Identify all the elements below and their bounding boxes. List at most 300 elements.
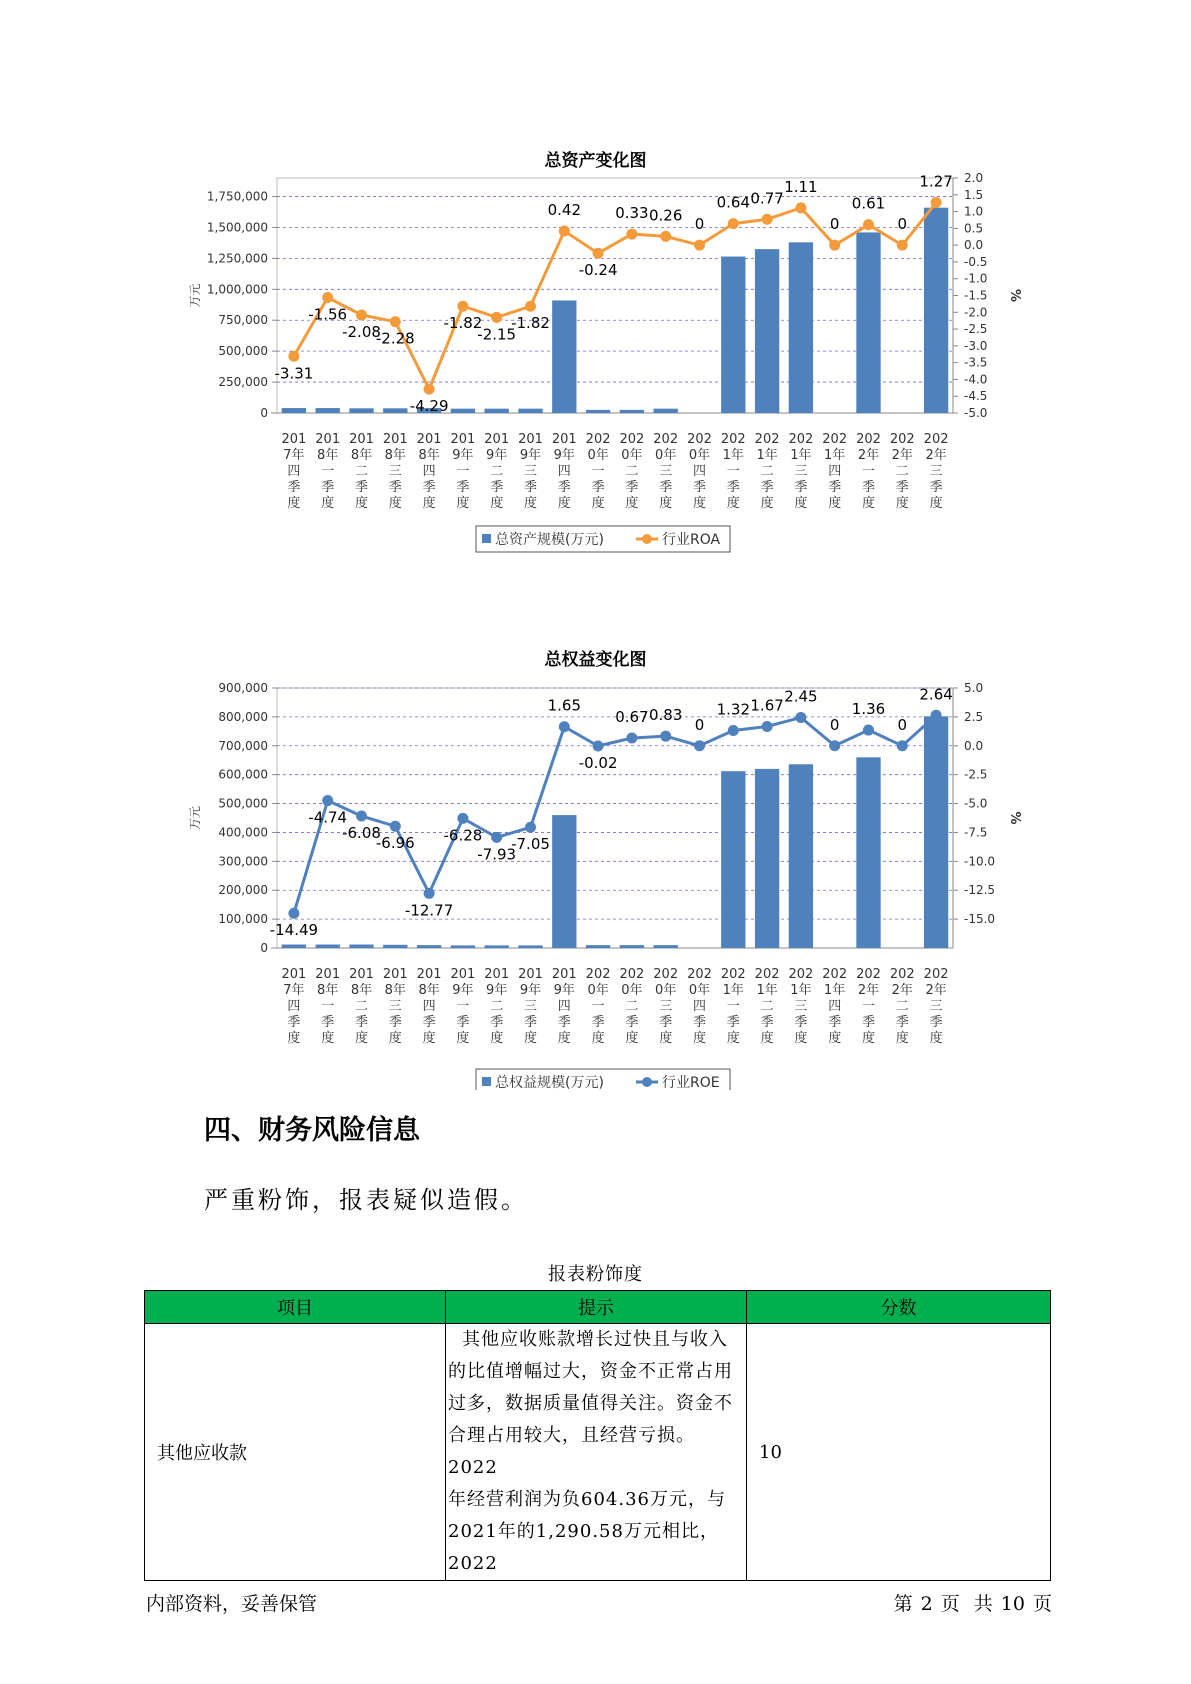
x-tick-label-line: 三: [794, 999, 808, 1014]
x-tick-label-line: 二: [625, 999, 639, 1014]
x-tick-label-line: 三: [659, 999, 673, 1014]
x-tick-label-line: 度: [523, 1031, 538, 1046]
x-tick-label-line: 季: [726, 480, 740, 495]
x-tick-label-line: 度: [321, 496, 335, 511]
x-tick-label-line: 季: [422, 1015, 436, 1030]
legend-bar-label: 总资产规模(万元): [495, 532, 604, 548]
x-tick-label-line: 季: [591, 1015, 605, 1030]
x-tick-label: [721, 967, 746, 1046]
data-label: 0.67: [615, 708, 649, 727]
x-tick-label-line: 度: [456, 496, 470, 511]
x-tick-label-line: 一: [726, 464, 740, 479]
x-tick-label: [822, 967, 847, 1046]
x-tick-label-line: 202: [754, 967, 780, 982]
table-caption: 报表粉饰度: [548, 1264, 643, 1285]
line-point: [829, 240, 840, 251]
x-tick-label-line: 一: [456, 999, 470, 1014]
x-tick-label-line: 8年: [384, 448, 406, 463]
bar: [383, 945, 407, 948]
x-tick-label-line: 季: [828, 480, 842, 495]
x-tick-label: [856, 432, 881, 511]
x-tick-label-line: 202: [585, 967, 611, 982]
x-tick-label-line: 201: [281, 432, 307, 447]
x-tick-label: [586, 432, 611, 511]
data-label: 0: [694, 715, 705, 734]
bar: [755, 769, 779, 948]
x-tick-label-line: 201: [382, 432, 408, 447]
x-tick-label-line: 三: [659, 464, 673, 479]
data-label: 0.42: [547, 201, 582, 220]
x-tick-label-line: 一: [861, 464, 876, 479]
line-point: [593, 741, 604, 752]
x-tick-label-line: 202: [889, 432, 915, 447]
y2-tick-label: -2.5: [964, 767, 988, 782]
x-tick-label-line: 201: [450, 432, 476, 447]
y2-tick-label: -0.5: [964, 254, 988, 269]
x-tick-label-line: 季: [794, 1015, 808, 1030]
x-tick-label-line: 9年: [519, 448, 542, 463]
bar: [518, 945, 542, 948]
y2-tick-label: 1.0: [964, 204, 984, 219]
y-tick-label: 300,000: [218, 854, 268, 869]
data-label: 0.64: [716, 193, 751, 212]
total-assets-chart: [0, 170, 1191, 590]
x-tick-label-line: 季: [794, 480, 808, 495]
x-tick-label-line: 季: [388, 480, 402, 495]
x-tick-label-line: 二: [625, 464, 639, 479]
total-num: 10: [1000, 1593, 1025, 1615]
bar: [924, 716, 948, 948]
bar: [755, 249, 779, 413]
data-label: -14.49: [269, 921, 319, 940]
x-tick-label-line: 度: [861, 496, 876, 511]
cell-item: 其他应收款: [145, 1324, 446, 1581]
line-point: [593, 248, 604, 259]
x-tick-label-line: 201: [484, 432, 510, 447]
bar: [316, 408, 340, 413]
x-tick-label-line: 季: [828, 1015, 842, 1030]
x-tick-label-line: 8年: [418, 983, 440, 998]
x-tick-label-line: 8年: [350, 983, 373, 998]
line-point: [931, 197, 942, 208]
data-label: -6.96: [375, 834, 415, 853]
line-point: [288, 908, 299, 919]
x-tick-label-line: 三: [388, 999, 402, 1014]
x-tick-label-line: 一: [591, 464, 605, 479]
legend-line-label: 行业ROE: [662, 1075, 720, 1090]
total-suffix: 页: [1032, 1593, 1052, 1615]
line-point: [356, 309, 367, 320]
data-label: -1.82: [443, 314, 483, 333]
data-label: 0: [694, 215, 705, 234]
x-tick-label-line: 度: [828, 496, 842, 511]
line-point: [626, 229, 637, 240]
bar: [654, 409, 678, 413]
x-tick-label-line: 2年: [891, 448, 913, 463]
line-point: [559, 721, 570, 732]
y2-tick-label: 1.5: [964, 187, 984, 202]
x-tick-label-line: 2年: [857, 448, 880, 463]
legend-bar-label: 总权益规模(万元): [495, 1075, 604, 1090]
y2-tick-label: 2.5: [964, 709, 984, 724]
x-tick-label-line: 度: [760, 496, 774, 511]
x-tick-label-line: 季: [659, 1015, 673, 1030]
legend-line-marker: [642, 1077, 652, 1087]
x-tick-label-line: 季: [354, 1015, 369, 1030]
data-label: 1.65: [547, 696, 582, 715]
bar: [856, 232, 880, 413]
bar: [349, 945, 373, 948]
y-tick-label: 500,000: [218, 796, 268, 811]
line-point: [356, 811, 367, 822]
x-tick-label: [417, 432, 442, 511]
x-tick-label-line: 202: [619, 967, 645, 982]
line-point: [559, 226, 570, 237]
x-tick-label-line: 季: [692, 480, 707, 495]
y2-tick-label: -3.5: [964, 355, 988, 370]
x-tick-label-line: 度: [354, 496, 369, 511]
line-point: [694, 740, 705, 751]
x-tick-label: [721, 432, 746, 511]
x-tick-label-line: 季: [557, 1015, 571, 1030]
y2-tick-label: -10.0: [964, 854, 996, 869]
x-tick-label: [586, 967, 611, 1046]
x-tick-label: [924, 967, 949, 1046]
legend-line-marker: [642, 534, 652, 544]
x-tick-label: [349, 432, 374, 511]
x-tick-label-line: 201: [551, 967, 577, 982]
x-tick-label-line: 季: [895, 1015, 909, 1030]
y2-tick-label: -15.0: [964, 912, 996, 927]
x-tick-label-line: 四: [692, 999, 707, 1014]
x-tick-label: [755, 432, 780, 511]
x-tick-label-line: 8年: [317, 448, 339, 463]
y2-tick-label: -1.5: [964, 288, 988, 303]
y-tick-label: 0: [260, 941, 268, 955]
section-paragraph: 严重粉饰，报表疑似造假。: [204, 1186, 528, 1214]
total-equity-chart: [0, 670, 1191, 1090]
x-tick-label-line: 1年: [756, 983, 778, 998]
page-mid: 页: [940, 1593, 960, 1615]
bar: [485, 409, 509, 413]
x-tick-label-line: 度: [929, 496, 943, 511]
x-tick-label-line: 二: [354, 999, 369, 1014]
line-point: [491, 312, 502, 323]
line-point: [897, 240, 908, 251]
x-tick-label-line: 2年: [891, 983, 913, 998]
data-label: -2.15: [477, 325, 517, 344]
legend-line-label: 行业ROA: [662, 532, 721, 548]
header-score: 分数: [747, 1291, 1051, 1324]
total-prefix: 共: [973, 1593, 993, 1615]
x-tick-label: [281, 967, 306, 1046]
x-tick-label-line: 季: [659, 480, 673, 495]
x-tick-label-line: 201: [518, 432, 543, 447]
x-tick-label-line: 度: [726, 496, 740, 511]
table-row: [145, 1324, 1051, 1581]
x-tick-label-line: 四: [828, 464, 842, 479]
tip-line: 的比值增幅过大，资金不正常占用: [448, 1361, 733, 1382]
data-label: -3.31: [274, 364, 314, 383]
x-tick-label-line: 度: [726, 1031, 740, 1046]
x-tick-label-line: 度: [354, 1031, 369, 1046]
x-tick-label-line: 季: [523, 1015, 538, 1030]
footer-confidential: 内部资料，妥善保管: [146, 1593, 318, 1615]
tip-line: 合理占用较大，且经营亏损。2022: [448, 1425, 695, 1478]
x-tick-label-line: 季: [287, 1015, 301, 1030]
y-tick-label: 600,000: [218, 767, 268, 782]
header-item: 项目: [145, 1291, 446, 1324]
cell-score: 10: [747, 1324, 1051, 1581]
line-point: [525, 301, 536, 312]
x-tick-label-line: 度: [388, 1031, 402, 1046]
x-tick-label-line: 季: [760, 1015, 774, 1030]
y-axis-title: 万元: [188, 805, 202, 831]
x-tick-label-line: 201: [518, 967, 543, 982]
x-tick-label: [518, 967, 543, 1046]
x-tick-label-line: 0年: [621, 448, 643, 463]
x-tick-label-line: 9年: [519, 983, 542, 998]
line-point: [457, 301, 468, 312]
line-point: [829, 740, 840, 751]
x-tick-label-line: 201: [349, 432, 374, 447]
series-line: [294, 203, 936, 390]
bar: [282, 408, 306, 413]
y2-tick-label: -12.5: [964, 883, 996, 898]
y2-tick-label: -3.0: [964, 338, 988, 353]
tip-line: 其他应收账款增长过快且与收入: [462, 1329, 728, 1350]
line-point: [457, 813, 468, 824]
tip-line: 2021年的1,290.58万元相比，2022: [448, 1521, 719, 1574]
x-tick-label: [687, 967, 712, 1046]
x-tick-label: [349, 967, 374, 1046]
data-label: 0: [829, 215, 840, 234]
y2-tick-label: -1.0: [964, 271, 988, 286]
x-tick-label-line: 度: [760, 1031, 774, 1046]
x-tick-label-line: 度: [828, 1031, 842, 1046]
data-label: 0.77: [750, 189, 784, 208]
header-tip: 提示: [446, 1291, 747, 1324]
data-label: 2.45: [784, 687, 818, 706]
bar: [654, 945, 678, 948]
plot-area: [277, 688, 953, 948]
line-point: [762, 214, 773, 225]
line-point: [728, 218, 739, 229]
footer-page-number: [886, 1589, 1052, 1616]
x-tick-label-line: 201: [349, 967, 374, 982]
x-tick-label-line: 1年: [824, 983, 846, 998]
line-point: [525, 822, 536, 833]
x-tick-label-line: 四: [557, 999, 571, 1014]
y2-tick-label: -7.5: [964, 825, 988, 840]
x-tick-label: [856, 967, 881, 1046]
x-tick-label-line: 三: [794, 464, 808, 479]
x-tick-label-line: 度: [287, 496, 301, 511]
x-tick-label-line: 9年: [486, 983, 508, 998]
data-label: 0: [897, 215, 908, 234]
x-tick-label-line: 季: [490, 1015, 504, 1030]
bar: [282, 945, 306, 948]
x-tick-label-line: 三: [929, 464, 943, 479]
page-prefix: 第: [893, 1593, 913, 1615]
x-tick-label-line: 1年: [756, 448, 778, 463]
line-point: [660, 731, 671, 742]
x-tick-label: [788, 967, 813, 1046]
x-tick-label: [619, 432, 644, 511]
x-tick-label-line: 0年: [655, 448, 677, 463]
x-tick-label-line: 度: [490, 496, 504, 511]
x-tick-label-line: 8年: [317, 983, 339, 998]
data-label: 1.36: [851, 700, 886, 719]
x-tick-label: [822, 432, 847, 511]
x-tick-label-line: 二: [760, 999, 774, 1014]
x-tick-label-line: 度: [895, 496, 909, 511]
x-tick-label-line: 三: [929, 999, 943, 1014]
x-tick-label-line: 二: [895, 999, 909, 1014]
data-label: 1.67: [750, 696, 784, 715]
x-tick-label-line: 度: [523, 496, 538, 511]
x-tick-label-line: 1年: [790, 448, 812, 463]
legend-bar-swatch: [482, 534, 491, 543]
x-tick-label: [890, 432, 915, 511]
line-point: [728, 725, 739, 736]
x-tick-label: [383, 967, 408, 1046]
x-tick-label-line: 1年: [790, 983, 812, 998]
line-point: [863, 219, 874, 230]
x-tick-label-line: 0年: [587, 448, 609, 463]
x-tick-label-line: 度: [794, 1031, 808, 1046]
x-tick-label-line: 度: [861, 1031, 876, 1046]
x-tick-label-line: 度: [929, 1031, 943, 1046]
section-heading: 四、财务风险信息: [204, 1115, 420, 1146]
data-label: -4.74: [308, 808, 348, 827]
data-label: -1.82: [511, 314, 550, 333]
x-tick-label-line: 201: [281, 967, 307, 982]
bar: [789, 764, 813, 948]
data-label: -6.28: [443, 826, 483, 845]
x-tick-label-line: 9年: [452, 448, 474, 463]
x-tick-label-line: 度: [692, 496, 707, 511]
x-tick-label-line: 度: [625, 1031, 639, 1046]
x-tick-label-line: 季: [726, 1015, 740, 1030]
x-tick-label-line: 四: [422, 464, 436, 479]
bar: [451, 409, 475, 413]
y-axis-title: 万元: [188, 283, 202, 308]
x-tick-label-line: 202: [585, 432, 611, 447]
line-point: [762, 721, 773, 732]
table-header-row: [145, 1291, 1051, 1324]
y2-tick-label: -4.0: [964, 372, 988, 387]
line-point: [390, 821, 401, 832]
y-tick-label: 250,000: [218, 375, 268, 390]
y-tick-label: 1,750,000: [206, 189, 268, 204]
x-tick-label-line: 8年: [350, 448, 373, 463]
bar: [316, 945, 340, 948]
y2-tick-label: 0.5: [964, 221, 984, 236]
x-tick-label: [450, 432, 475, 511]
x-tick-label-line: 度: [456, 1031, 470, 1046]
data-label: 0.26: [648, 206, 683, 225]
x-tick-label-line: 度: [659, 1031, 673, 1046]
x-tick-label-line: 季: [456, 480, 470, 495]
x-tick-label-line: 度: [557, 1031, 571, 1046]
x-tick-label-line: 度: [625, 496, 639, 511]
x-tick-label: [619, 967, 644, 1046]
line-point: [491, 832, 502, 843]
y-tick-label: 1,250,000: [206, 251, 268, 266]
line-point: [626, 733, 637, 744]
x-tick-label-line: 季: [422, 480, 436, 495]
x-tick-label-line: 202: [856, 432, 881, 447]
chart-title-equity: 总权益变化图: [544, 650, 647, 670]
y-tick-label: 800,000: [218, 709, 268, 724]
x-tick-label-line: 一: [726, 999, 740, 1014]
line-point: [424, 888, 435, 899]
y-tick-label: 900,000: [218, 681, 268, 695]
x-tick-label-line: 202: [788, 967, 814, 982]
y-tick-label: 700,000: [218, 738, 268, 753]
y-tick-label: 750,000: [218, 313, 268, 328]
data-label: 0: [897, 715, 908, 734]
x-tick-label-line: 202: [653, 432, 679, 447]
bar: [349, 408, 373, 413]
x-tick-label-line: 9年: [452, 983, 474, 998]
bar: [417, 945, 441, 948]
x-tick-label-line: 0年: [587, 983, 609, 998]
x-tick-label-line: 度: [321, 1031, 335, 1046]
x-tick-label-line: 201: [484, 967, 510, 982]
bar: [856, 757, 880, 948]
data-label: -4.29: [409, 397, 449, 416]
bar: [552, 815, 576, 948]
data-label: -1.56: [308, 305, 348, 324]
bar: [383, 408, 407, 413]
x-tick-label-line: 季: [625, 1015, 639, 1030]
data-label: -7.93: [477, 845, 517, 864]
x-tick-label-line: 季: [692, 1015, 707, 1030]
x-tick-label: [552, 967, 577, 1046]
x-tick-label-line: 季: [861, 480, 876, 495]
x-tick-label-line: 四: [287, 464, 301, 479]
x-tick-label-line: 202: [754, 432, 780, 447]
x-tick-label-line: 8年: [418, 448, 440, 463]
x-tick-label-line: 0年: [688, 983, 711, 998]
line-point: [897, 740, 908, 751]
x-tick-label-line: 季: [321, 480, 335, 495]
x-tick-label: [484, 967, 509, 1046]
data-label: -6.08: [342, 824, 381, 843]
cell-tip: [446, 1324, 747, 1581]
x-tick-label-line: 202: [822, 967, 848, 982]
x-tick-label-line: 三: [523, 464, 538, 479]
x-tick-label-line: 四: [692, 464, 707, 479]
data-label: 1.27: [919, 172, 953, 191]
x-tick-label-line: 7年: [283, 448, 305, 463]
y2-axis-title: %: [1007, 811, 1022, 825]
y2-axis-title: %: [1007, 288, 1022, 303]
y-tick-label: 200,000: [218, 883, 268, 898]
y2-tick-label: 2.0: [964, 171, 984, 185]
x-tick-label-line: 202: [720, 432, 746, 447]
tip-line: 年经营利润为负604.36万元，与: [448, 1489, 726, 1510]
x-tick-label-line: 二: [490, 464, 504, 479]
y2-tick-label: 0.0: [964, 738, 984, 753]
x-tick-label-line: 季: [861, 1015, 876, 1030]
x-tick-label-line: 度: [557, 496, 571, 511]
x-tick-label-line: 季: [456, 1015, 470, 1030]
y-tick-label: 400,000: [218, 825, 268, 840]
x-tick-label: [755, 967, 780, 1046]
